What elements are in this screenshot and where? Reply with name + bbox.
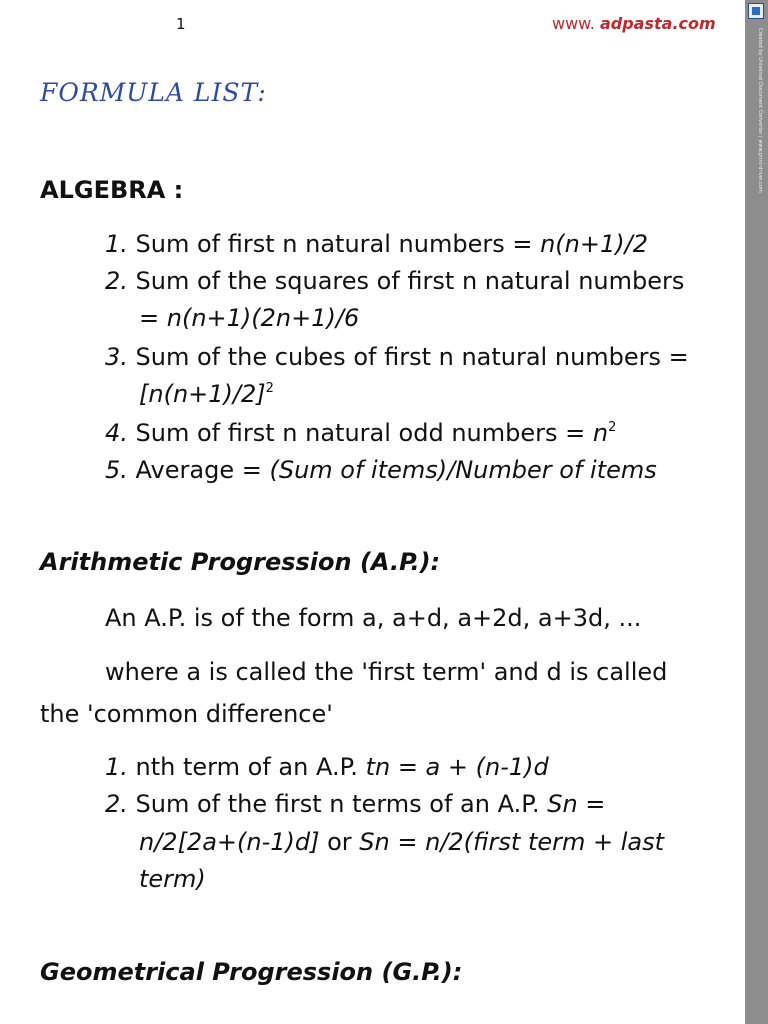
ap-where-line-2: the 'common difference' — [40, 700, 333, 728]
algebra-item-5: 5. Average = (Sum of items)/Number of items — [105, 456, 657, 484]
ap-where-line-1: where a is called the 'first term' and d is called — [105, 658, 668, 686]
ap-item-2-cont-2: term) — [139, 865, 206, 893]
ap-item-1: 1. nth term of an A.P. tn = a + (n-1)d — [105, 753, 549, 781]
converter-watermark-text: Created by Universal Document Converter | www.print-driver.com — [757, 28, 763, 193]
algebra-item-2: 2. Sum of the squares of first n natural numbers — [105, 267, 685, 295]
ap-form: An A.P. is of the form a, a+d, a+2d, a+3d, ... — [105, 604, 642, 632]
gp-heading: Geometrical Progression (G.P.): — [40, 958, 463, 986]
website-header[interactable] — [552, 14, 716, 33]
algebra-item-3-cont: $[n(n+1)/2]^2$ — [139, 380, 274, 408]
algebra-heading: ALGEBRA : — [40, 176, 184, 204]
ap-item-2: 2. Sum of the first n terms of an A.P. Sn = — [105, 790, 606, 818]
converter-sidebar — [745, 0, 768, 1024]
page-number: 1 — [176, 15, 186, 33]
site-prefix: www. — [552, 14, 600, 33]
document-converter-logo-icon[interactable] — [748, 3, 764, 19]
algebra-item-2-cont: = n(n+1)(2n+1)/6 — [139, 304, 360, 332]
algebra-item-1: 1. Sum of first n natural numbers = n(n+1)/2 — [105, 230, 648, 258]
algebra-item-3: 3. Sum of the cubes of first n natural numbers = — [105, 343, 689, 371]
ap-item-2-cont: n/2[2a+(n-1)d] or Sn = n/2(first term + last — [139, 828, 665, 856]
formula-list-title: FORMULA LIST: — [40, 78, 267, 107]
algebra-item-4: 4. Sum of first n natural odd numbers = $n^2$ — [105, 419, 617, 447]
site-name: adpasta.com — [599, 14, 716, 33]
ap-heading: Arithmetic Progression (A.P.): — [40, 548, 441, 576]
